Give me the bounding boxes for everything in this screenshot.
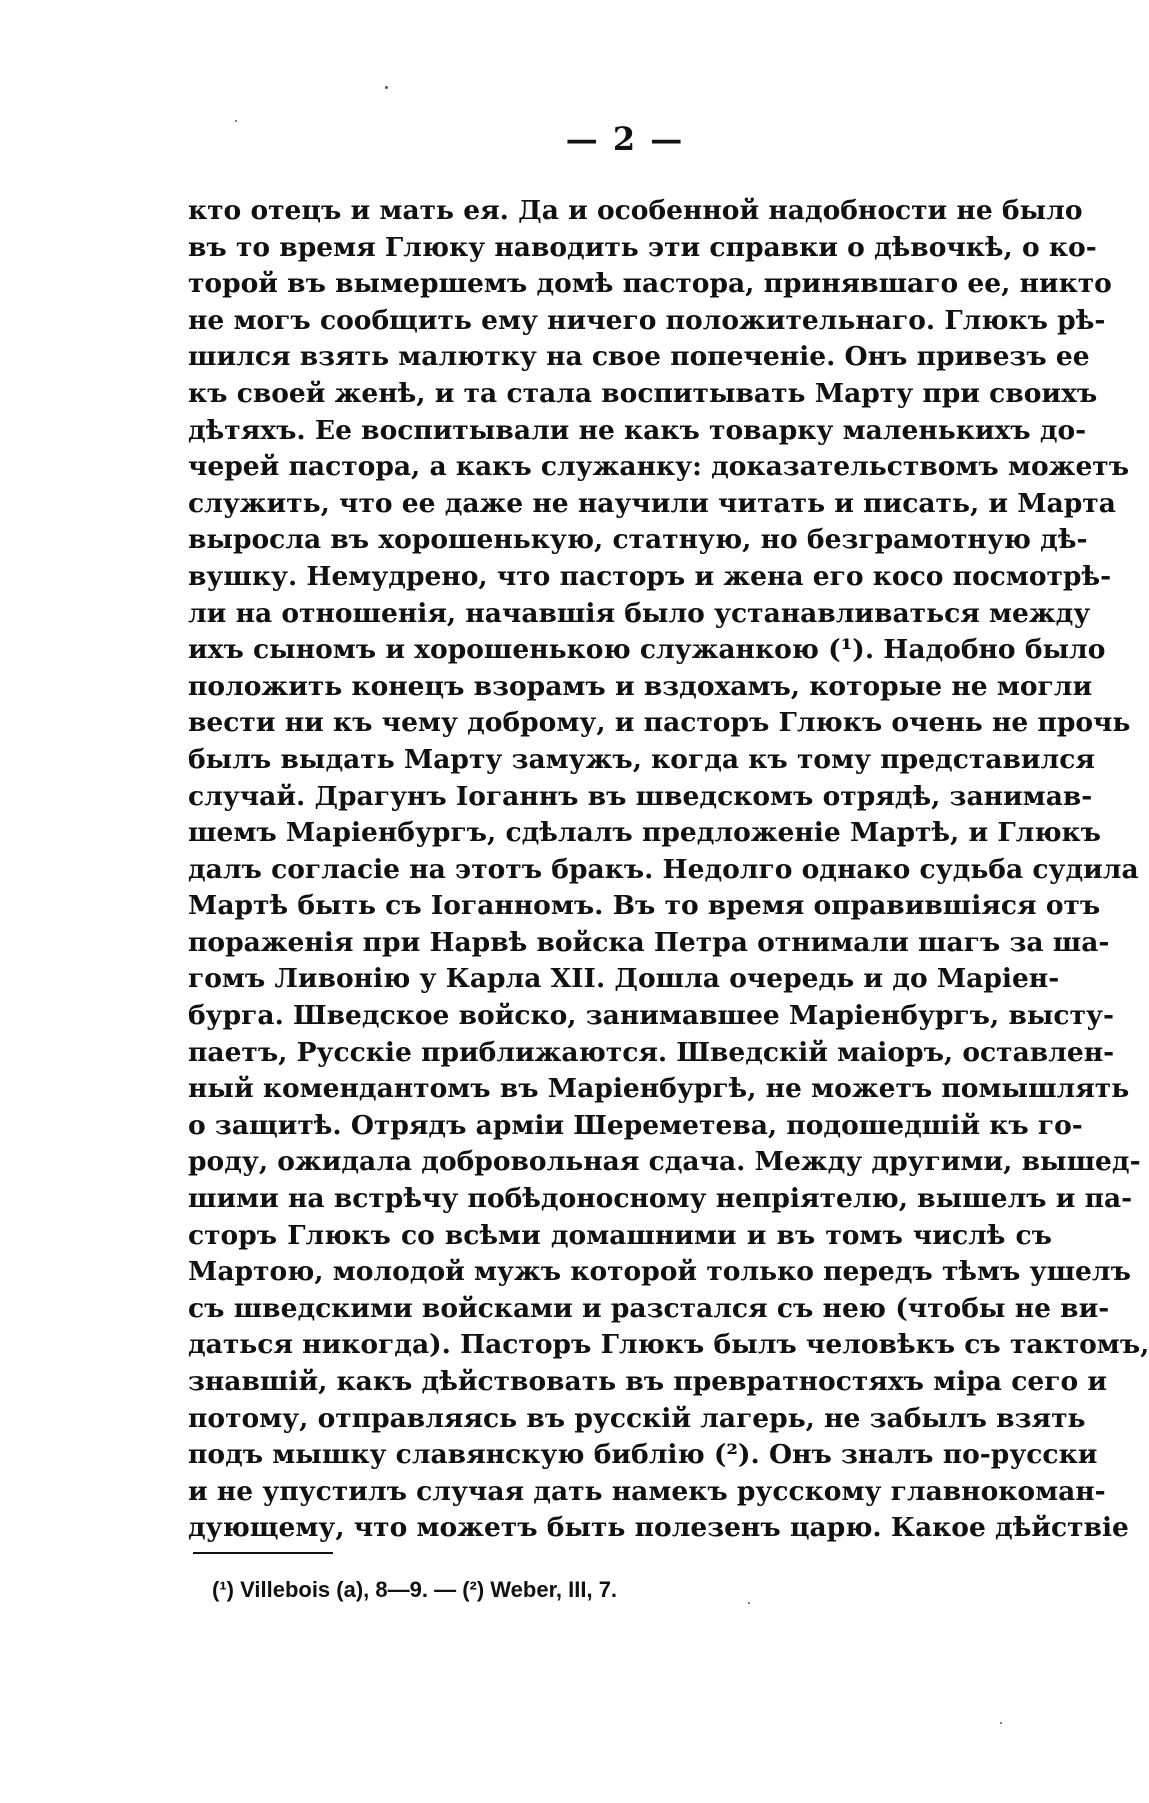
text-line: положить конецъ взорамъ и вздохамъ, которые не могли <box>188 670 1093 702</box>
text-line: ли на отношенія, начавшія было устанавливаться между <box>188 597 1091 629</box>
text-line: подъ мышку славянскую библію (²). Онъ зналъ по-русски <box>188 1439 1098 1471</box>
text-line: и не упустилъ случая дать намекъ русскому главнокоман- <box>188 1475 1106 1507</box>
text-line: потому, отправляясь въ русскій лагерь, не забылъ взять <box>188 1402 1086 1434</box>
text-line: Мартою, молодой мужъ которой только передъ тѣмъ ушелъ <box>188 1256 1131 1288</box>
body-text <box>188 193 1149 1547</box>
text-line: пораженія при Нарвѣ войска Петра отнимали шагъ за ша- <box>188 926 1110 958</box>
text-line: дующему, что можетъ быть полезенъ царю. Какое дѣйствіе <box>188 1512 1129 1544</box>
paper-speck <box>748 1602 750 1604</box>
text-line: выросла въ хорошенькую, статную, но безграмотную дѣ- <box>188 524 1088 556</box>
text-line: шими на встрѣчу побѣдоносному непріятелю, вышелъ и па- <box>188 1183 1133 1215</box>
text-line: ный комендантомъ въ Маріенбургѣ, не можетъ помышлять <box>188 1073 1130 1105</box>
text-line: гомъ Ливонію у Карла XII. Дошла очередь и до Маріен- <box>188 963 1060 995</box>
text-line: кто отецъ и мать ея. Да и особенной надобности не было <box>188 195 1083 226</box>
text-line: шемъ Маріенбургъ, сдѣлалъ предложеніе Мартѣ, и Глюкъ <box>188 817 1101 849</box>
text-line: о защитѣ. Отрядъ арміи Шереметева, подошедшій къ го- <box>188 1109 1083 1141</box>
text-line: ихъ сыномъ и хорошенькою служанкою (¹). Надобно было <box>188 634 1106 666</box>
text-line: роду, ожидала добровольная сдача. Между другими, вышед- <box>188 1146 1141 1178</box>
text-line: въ то время Глюку наводить эти справки о дѣвочкѣ, о ко- <box>188 231 1097 263</box>
text-line: къ своей женѣ, и та стала воспитывать Марту при своихъ <box>188 377 1098 409</box>
page-number: — 2 — <box>565 120 685 158</box>
text-line: съ шведскими войсками и разстался съ нею (чтобы не ви- <box>188 1292 1110 1324</box>
text-line: даться никогда). Пасторъ Глюкъ былъ человѣкъ съ тактомъ, <box>188 1329 1149 1361</box>
footnote-divider <box>193 1552 333 1554</box>
text-line: былъ выдать Марту замужъ, когда къ тому представился <box>188 743 1095 775</box>
text-line: черей пастора, а какъ служанку: доказательствомъ можетъ <box>188 451 1130 483</box>
paper-speck <box>385 86 388 89</box>
text-line: знавшій, какъ дѣйствовать въ превратностяхъ міра сего и <box>188 1366 1107 1397</box>
text-line: бурга. Шведское войско, занимавшее Маріенбургъ, высту- <box>188 1000 1114 1032</box>
text-line: вушку. Немудрено, что пасторъ и жена его косо посмотрѣ- <box>188 560 1112 592</box>
paper-speck <box>1000 1722 1002 1724</box>
paper-speck <box>235 120 237 122</box>
text-line: Мартѣ быть съ Іоганномъ. Въ то время оправившіяся отъ <box>188 890 1101 922</box>
text-line: служить, что ее даже не научили читать и писать, и Марта <box>188 487 1116 519</box>
text-line: вести ни къ чему доброму, и пасторъ Глюкъ очень не прочь <box>188 707 1131 739</box>
text-line: торой въ вымершемъ домѣ пастора, принявшаго ее, никто <box>188 268 1112 300</box>
text-line: сторъ Глюкъ со всѣми домашними и въ томъ числѣ съ <box>188 1219 1052 1251</box>
text-line: паетъ, Русскіе приближаются. Шведскій маіоръ, оставлен- <box>188 1036 1115 1068</box>
text-line: случай. Драгунъ Іоганнъ въ шведскомъ отрядѣ, занимав- <box>188 780 1093 812</box>
text-line: не могъ сообщить ему ничего положительнаго. Глюкъ рѣ- <box>188 304 1106 336</box>
text-line: шился взять малютку на свое попеченіе. Онъ привезъ ее <box>188 341 1090 373</box>
text-line: дѣтяхъ. Ее воспитывали не какъ товарку маленькихъ до- <box>188 414 1087 446</box>
footnotes: (¹) Villebois (a), 8—9. — (²) Weber, III, 7. <box>212 1577 618 1602</box>
text-line: далъ согласіе на этотъ бракъ. Недолго однако судьба судила <box>188 853 1139 885</box>
